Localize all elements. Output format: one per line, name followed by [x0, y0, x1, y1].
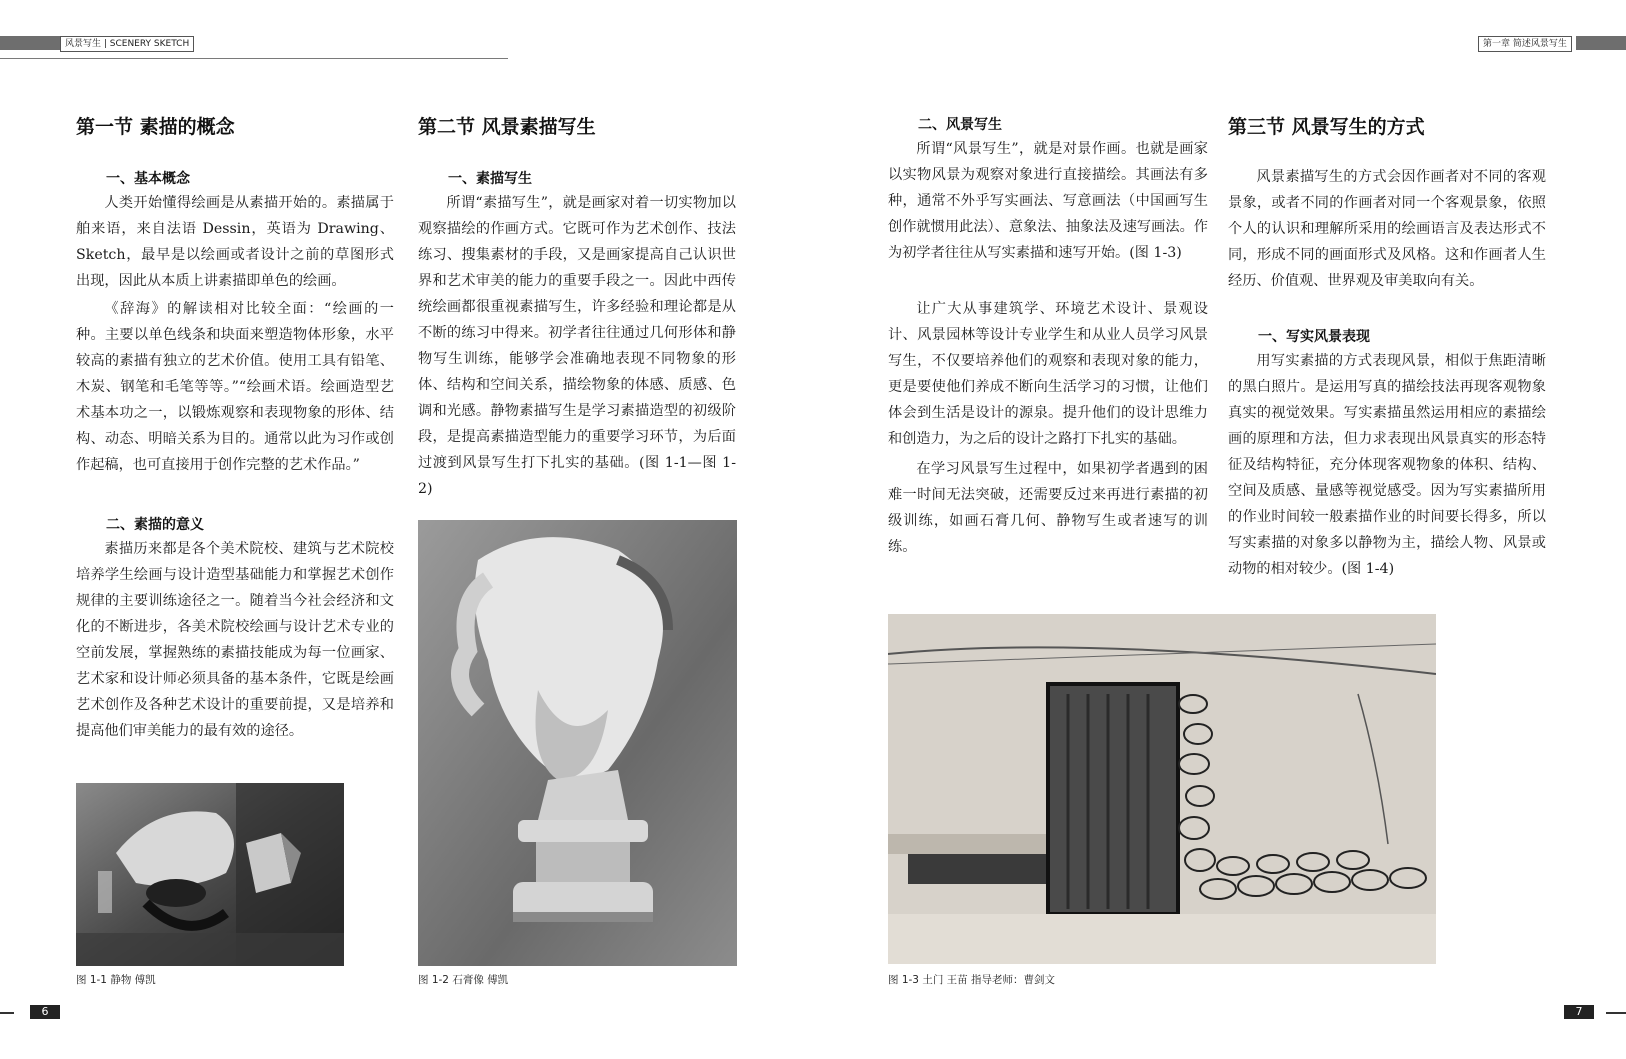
- subsection-title-sketching: 一、素描写生: [448, 171, 532, 187]
- header-rule-left: [0, 58, 508, 59]
- section-title-1: 第一节 素描的概念: [76, 116, 235, 138]
- footer-dash-right: [1606, 1012, 1626, 1014]
- header-bar-left: [0, 36, 60, 50]
- paragraph: 所谓“风景写生”，就是对景作画。也就是画家以实物风景为观察对象进行直接描绘。其画法有多种，通常不外乎写实画法、写意画法（中国画写生创作就惯用此法）、意象法、抽象法及速写画法。作为初学者往往从写实素描和速写开始。(图 1-3): [888, 141, 1208, 261]
- paragraph: 所谓“素描写生”，就是画家对着一切实物加以观察描绘的作画方式。它既可作为艺术创作、技法练习、搜集素材的手段，又是画家提高自己认识世界和艺术审美的能力的重要手段之一。因此中西传统绘画都很重视素描写生，许多经验和理论都是从不断的练习中得来。初学者往往通过几何形体和静物写生训练，能够学会准确地表现不同物象的形体、结构和空间关系，描绘物象的体感、质感、色调和光感。静物素描写生是学习素描造型的初级阶段，是提高素描造型能力的重要学习环节，为后面过渡到风景写生打下扎实的基础。(图 1-1—图 1-2): [418, 195, 736, 497]
- paragraph: 在学习风景写生过程中，如果初学者遇到的困难一时间无法突破，还需要反过来再进行素描的初级训练，如画石膏几何、静物写生或者速写的训练。: [888, 461, 1208, 555]
- header-running-title-left: 风景写生 | SCENERY SKETCH: [60, 36, 194, 52]
- figure-caption: 图 1-3 土门 王苗 指导老师：曹剑文: [888, 974, 1055, 986]
- figure-caption: 图 1-1 静物 傅凯: [76, 974, 156, 986]
- page-number-right: 7: [1564, 1005, 1594, 1019]
- paragraph: 素描历来都是各个美术院校、建筑与艺术院校培养学生绘画与设计造型基础能力和掌握艺术创作规律的主要训练途径之一。随着当今社会经济和文化的不断进步，各美术院校绘画与设计艺术专业的空前发展，掌握熟练的素描技能成为每一位画家、艺术家和设计师必须具备的基本条件，它既是绘画艺术创作及各种艺术设计的重要前提，又是培养和提高他们审美能力的最有效的途径。: [76, 541, 394, 739]
- section-title-2: 第二节 风景素描写生: [418, 116, 596, 138]
- section-title-3: 第三节 风景写生的方式: [1228, 116, 1425, 138]
- paragraph: 风景素描写生的方式会因作画者对不同的客观景象，或者不同的作画者对同一个客观景象，依照个人的认识和理解所采用的绘画语言及表达形式不同，形成不同的画面形式及风格。这和作画者人生经历、价值观、世界观及审美取向有关。: [1228, 169, 1546, 289]
- header-running-title-right: 第一章 简述风景写生: [1478, 36, 1572, 52]
- figure-earthen-door: [888, 614, 1436, 964]
- subsection-title-significance: 二、素描的意义: [106, 517, 204, 533]
- paragraph: 《辞海》的解读相对比较全面：“绘画的一种。主要以单色线条和块面来塑造物体形象，水平较高的素描有独立的艺术价值。使用工具有铅笔、木炭、钢笔和毛笔等等。”“绘画术语。绘画造型艺术基本功之一，以锻炼观察和表现物象的形体、结构、动态、明暗关系为目的。通常以此为习作或创作起稿，也可直接用于创作完整的艺术作品。”: [76, 301, 394, 473]
- subsection-title-basic-concept: 一、基本概念: [106, 171, 190, 187]
- paragraph: 让广大从事建筑学、环境艺术设计、景观设计、风景园林等设计专业学生和从业人员学习风景写生，不仅要培养他们的观察和表现对象的能力，更是要使他们养成不断向生活学习的习惯，让他们体会到生活是设计的源泉。提升他们的设计思维力和创造力，为之后的设计之路打下扎实的基础。: [888, 301, 1208, 447]
- figure-still-life-sketch: [76, 783, 344, 966]
- page-number-left: 6: [30, 1005, 60, 1019]
- footer-dash-left: [0, 1012, 14, 1014]
- subsection-title-landscape: 二、风景写生: [918, 117, 1002, 133]
- paragraph: 人类开始懂得绘画是从素描开始的。素描属于舶来语，来自法语 Dessin，英语为 Drawing、Sketch，最早是以绘画或者设计之前的草图形式出现，因此从本质上讲素描即单色的绘画。: [76, 195, 394, 289]
- paragraph: 用写实素描的方式表现风景，相似于焦距清晰的黑白照片。是运用写真的描绘技法再现客观物象真实的视觉效果。写实素描虽然运用相应的素描绘画的原理和方法，但力求表现出风景真实的形态特征及结构特征，充分体现客观物象的体积、结构、空间及质感、量感等视觉感受。因为写实素描所用的作业时间较一般素描作业的时间要长得多，所以写实素描的对象多以静物为主，描绘人物、风景或动物的相对较少。(图 1-4): [1228, 353, 1546, 577]
- header-bar-right: [1576, 36, 1626, 50]
- figure-caption: 图 1-2 石膏像 傅凯: [418, 974, 509, 986]
- subsection-title-realistic: 一、写实风景表现: [1258, 329, 1370, 345]
- figure-plaster-bust: [418, 520, 737, 966]
